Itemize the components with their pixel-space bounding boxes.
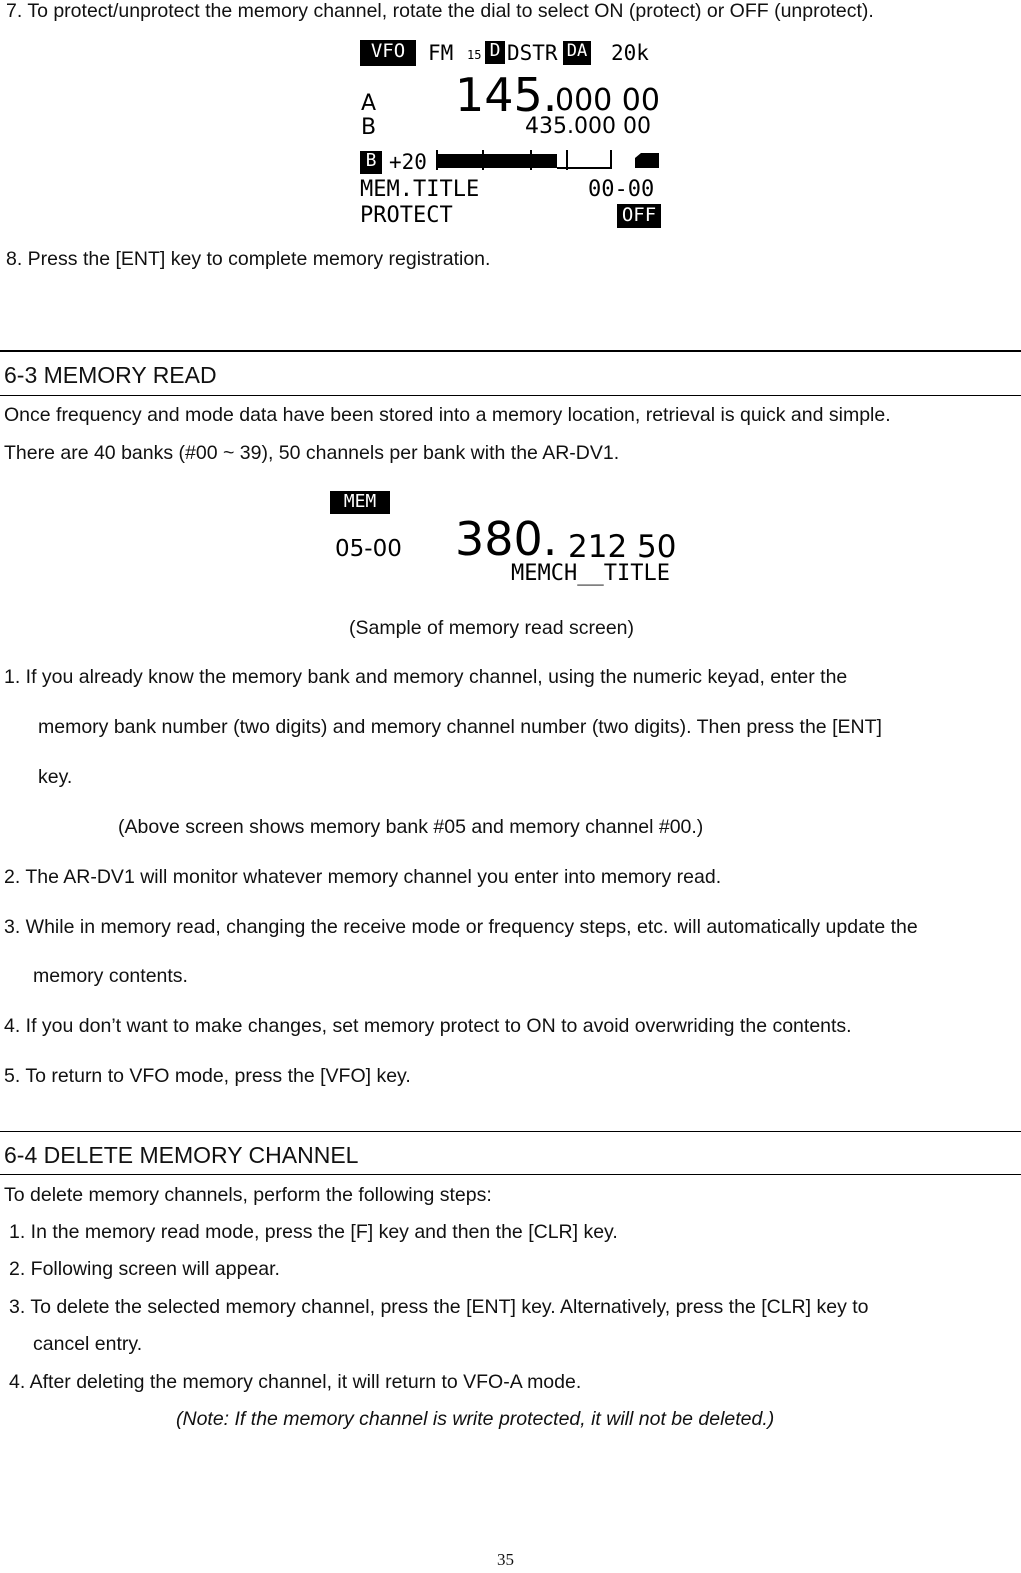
step-1-line-2: memory bank number (two digits) and memory channel number (two digits). Then press the [ENT] (38, 716, 882, 738)
section-64-intro: To delete memory channels, perform the following steps: (4, 1184, 492, 1206)
step-3-line-2: memory contents. (33, 965, 188, 987)
delete-step-1: 1. In the memory read mode, press the [F] key and then the [CLR] key. (9, 1221, 618, 1243)
vfo-badge: VFO (360, 40, 416, 66)
section-64-heading: 6-4 DELETE MEMORY CHANNEL (4, 1142, 359, 1168)
small-number: 15 (467, 48, 482, 62)
delete-step-3-line-1: 3. To delete the selected memory channel, press the [ENT] key. Alternatively, press the [CLR] key to (9, 1296, 869, 1318)
step-4-text: 4. If you don’t want to make changes, set memory protect to ON to avoid overwriding the contents. (4, 1015, 852, 1037)
modulation-label: FM (428, 41, 454, 65)
sd-card-icon (635, 153, 659, 168)
write-protect-note: (Note: If the memory channel is write protected, it will not be deleted.) (176, 1408, 775, 1430)
step-5-text: 5. To return to VFO mode, press the [VFO] key. (4, 1065, 411, 1087)
step-8-text: 8. Press the [ENT] key to complete memory registration. (6, 248, 491, 270)
step-3-line-1: 3. While in memory read, changing the receive mode or frequency steps, etc. will automatically update the (4, 916, 918, 938)
section-63-intro-2: There are 40 banks (#00 ~ 39), 50 channels per bank with the AR-DV1. (4, 442, 620, 464)
step-1-line-1: 1. If you already know the memory bank and memory channel, using the numeric keyad, enter the (4, 666, 848, 688)
step-size: 20k (611, 41, 649, 65)
mem-title-label: MEM.TITLE (360, 177, 480, 202)
freq-b: 435.000 00 (525, 114, 651, 139)
freq-sub: 212 50 (568, 529, 677, 565)
bank-channel: 05-00 (335, 536, 402, 562)
mem-badge: MEM (330, 491, 390, 514)
s-meter-bar (435, 148, 665, 176)
b-badge: B (360, 151, 382, 174)
mem-title-value: 00-00 (588, 177, 655, 202)
signal-level: +20 (389, 150, 427, 174)
freq-main: 380. (455, 512, 558, 566)
section-64-top-rule (0, 1131, 1021, 1132)
memory-read-caption: (Sample of memory read screen) (349, 617, 635, 639)
delete-step-2: 2. Following screen will appear. (9, 1258, 280, 1280)
step-7-text: 7. To protect/unprotect the memory channel, rotate the dial to select ON (protect) or OFF (unprotect). (6, 0, 874, 22)
d-badge: D (485, 41, 505, 64)
delete-step-3-line-2: cancel entry. (33, 1333, 143, 1355)
da-badge: DA (563, 41, 591, 65)
freq-a-sub: 000 00 (555, 83, 660, 118)
lcd-vfo-screen (355, 36, 665, 231)
section-63-bottom-rule (0, 395, 1021, 396)
vfo-a-label: A (361, 91, 377, 116)
protect-off-badge: OFF (617, 204, 661, 228)
memory-title: MEMCH__TITLE (511, 561, 670, 586)
protect-label: PROTECT (360, 203, 453, 228)
step-1-note: (Above screen shows memory bank #05 and memory channel #00.) (118, 816, 704, 838)
delete-step-4: 4. After deleting the memory channel, it will return to VFO-A mode. (9, 1371, 582, 1393)
lcd-memory-read-screen (325, 486, 705, 596)
dstr-label: DSTR (507, 41, 558, 65)
freq-a-main: 145. (455, 68, 558, 122)
section-64-bottom-rule (0, 1174, 1021, 1175)
vfo-b-label: B (361, 115, 377, 140)
step-2-text: 2. The AR-DV1 will monitor whatever memory channel you enter into memory read. (4, 866, 722, 888)
page-number: 35 (497, 1550, 514, 1569)
section-63-top-rule (0, 350, 1021, 352)
section-63-heading: 6-3 MEMORY READ (4, 362, 217, 388)
section-63-intro-1: Once frequency and mode data have been stored into a memory location, retrieval is quick and simple. (4, 404, 891, 426)
step-1-line-3: key. (38, 766, 73, 788)
